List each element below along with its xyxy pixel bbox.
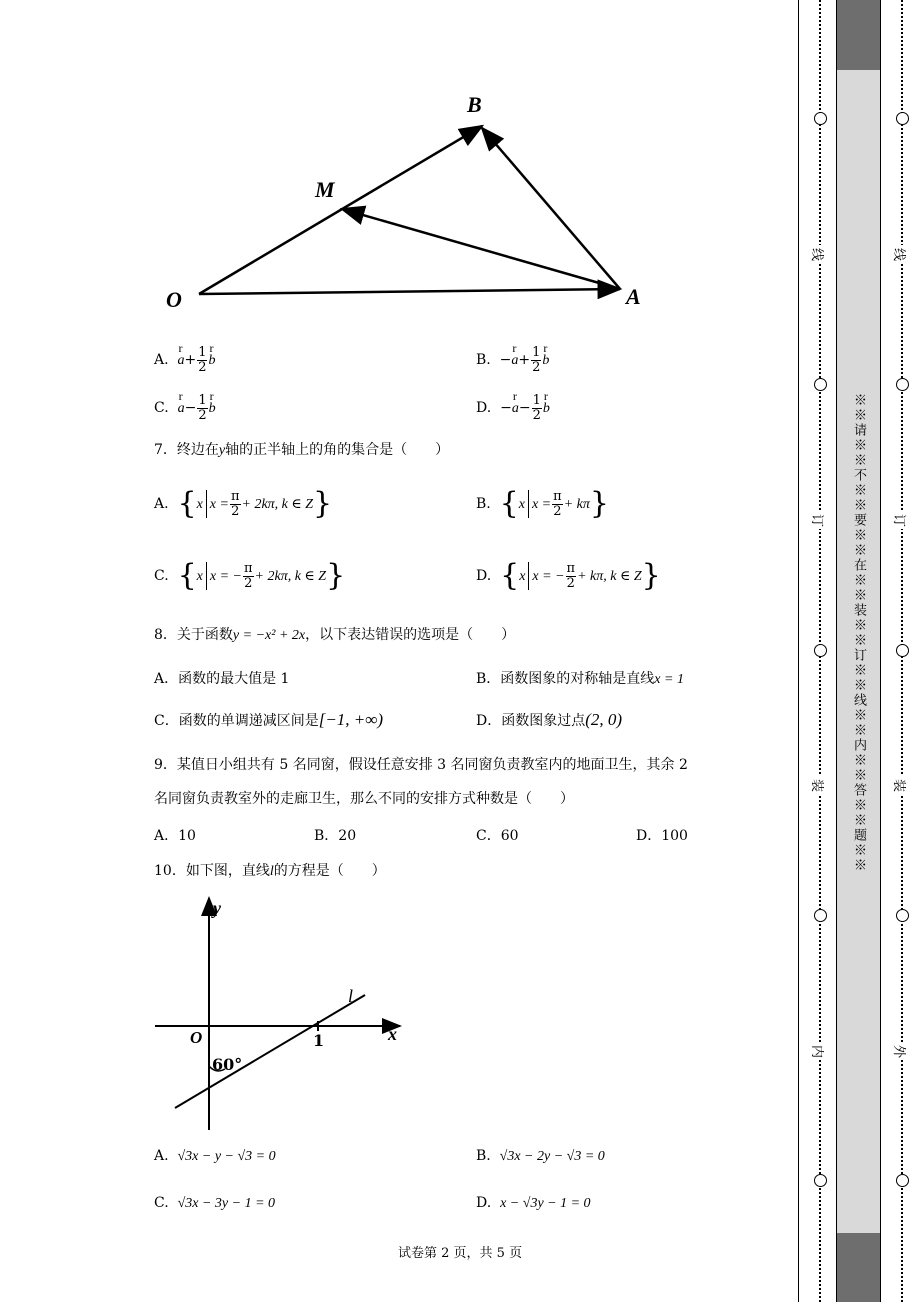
binding-dark-top bbox=[837, 0, 880, 70]
q6-option-a: A. r a+ $\frac{1}{2}$ r b bbox=[154, 343, 215, 378]
outer-circle-4 bbox=[896, 909, 909, 922]
origin-label: O bbox=[190, 1028, 203, 1047]
outer-char-zhuang: 装 bbox=[891, 778, 907, 793]
binding-border-left bbox=[798, 0, 799, 1302]
q6-option-d: D. −r a− $\frac{1}{2}$ r b bbox=[476, 391, 550, 426]
binding-dark-bottom bbox=[837, 1233, 880, 1302]
label-O: O bbox=[166, 287, 182, 312]
inner-circle-4 bbox=[814, 909, 827, 922]
q7-option-c: C. {x x = − $\frac{\pi}{2}$ + 2kπ, k ∈ Z} bbox=[154, 558, 346, 593]
q6-option-c: C. r a− $\frac{1}{2}$ r b bbox=[154, 391, 216, 426]
q10-option-a: A. √3x − y − √3 = 0 bbox=[154, 1148, 276, 1164]
q7-option-b: B. {x x = $\frac{\pi}{2}$ + kπ} bbox=[476, 486, 609, 521]
q9-option-c: C．60 bbox=[476, 828, 519, 844]
segment-OB bbox=[199, 126, 482, 294]
q10-option-b: B. √3x − 2y − √3 = 0 bbox=[476, 1148, 605, 1164]
segment-AM bbox=[342, 209, 620, 289]
outer-char-ding: 订 bbox=[891, 513, 907, 528]
q9-option-d: D．100 bbox=[636, 828, 688, 844]
axis-label-x: x bbox=[388, 1024, 397, 1044]
line-label-l: l bbox=[348, 986, 354, 1006]
outer-circle-5 bbox=[896, 1174, 909, 1187]
label-B: B bbox=[467, 92, 482, 117]
inner-circle-5 bbox=[814, 1174, 827, 1187]
page-footer: 试卷第 2 页，共 5 页 bbox=[398, 1246, 523, 1261]
outer-char-wai: 外 bbox=[891, 1044, 907, 1059]
q7-option-d: D. {x x = − $\frac{\pi}{2}$ + kπ, k ∈ Z} bbox=[476, 558, 661, 593]
q9-stem-line2: 名同窗负责教室外的走廊卫生，那么不同的安排方式种数是（ ） bbox=[154, 791, 574, 807]
q10-option-c: C. √3x − 3y − 1 = 0 bbox=[154, 1195, 276, 1211]
label-M: M bbox=[315, 177, 335, 202]
vector-triangle-figure bbox=[150, 80, 670, 320]
outer-circle-3 bbox=[896, 644, 909, 657]
tick-label-1: 1 bbox=[313, 1031, 325, 1050]
q9-option-a: A．10 bbox=[154, 828, 196, 844]
outer-char-line: 线 bbox=[891, 247, 907, 262]
axis-label-y: y bbox=[213, 898, 221, 918]
outer-circle-2 bbox=[896, 378, 909, 391]
q8-option-b: B．函数图象的对称轴是直线x = 1 bbox=[476, 671, 684, 687]
label-A: A bbox=[626, 284, 641, 309]
inner-circle-2 bbox=[814, 378, 827, 391]
outer-circle-1 bbox=[896, 112, 909, 125]
line-l bbox=[175, 995, 365, 1108]
q10-option-d: D. x − √3y − 1 = 0 bbox=[476, 1195, 591, 1211]
angle-label: 60° bbox=[212, 1055, 243, 1074]
q8-option-d: D．函数图象过点(2, 0) bbox=[476, 710, 623, 729]
q9-option-b: B．20 bbox=[314, 828, 357, 844]
line-graph-figure bbox=[150, 890, 410, 1130]
inner-circle-3 bbox=[814, 644, 827, 657]
binding-notice: ※※请※※不※※要※※在※※装※※订※※线※※内※※答※※题※※ bbox=[851, 393, 866, 873]
q7-option-a: A. {x x = $\frac{\pi}{2}$ + 2kπ, k ∈ Z} bbox=[154, 486, 333, 521]
q8-stem: 8．关于函数y = −x² + 2x，以下表达错误的选项是（ ） bbox=[154, 627, 516, 643]
q8-option-c: C．函数的单调递减区间是[−1, +∞) bbox=[154, 710, 384, 729]
inner-char-nei: 内 bbox=[809, 1044, 825, 1059]
q8-option-a: A．函数的最大值是 1 bbox=[154, 671, 290, 687]
inner-char-ding: 订 bbox=[809, 513, 825, 528]
inner-char-zhuang: 装 bbox=[809, 778, 825, 793]
inner-circle-1 bbox=[814, 112, 827, 125]
segment-AB bbox=[482, 128, 620, 289]
binding-border-mid-right bbox=[880, 0, 881, 1302]
q7-stem: 7．终边在y轴的正半轴上的角的集合是（ ） bbox=[154, 442, 450, 458]
q6-option-b: B. −r a+ $\frac{1}{2}$ r b bbox=[476, 343, 549, 378]
inner-char-line: 线 bbox=[809, 247, 825, 262]
q10-stem: 10．如下图，直线l的方程是（ ） bbox=[154, 863, 386, 879]
q9-stem-line1: 9．某值日小组共有 5 名同窗，假设任意安排 3 名同窗负责教室内的地面卫生，其余 2 bbox=[154, 757, 688, 773]
segment-OA bbox=[199, 289, 620, 294]
